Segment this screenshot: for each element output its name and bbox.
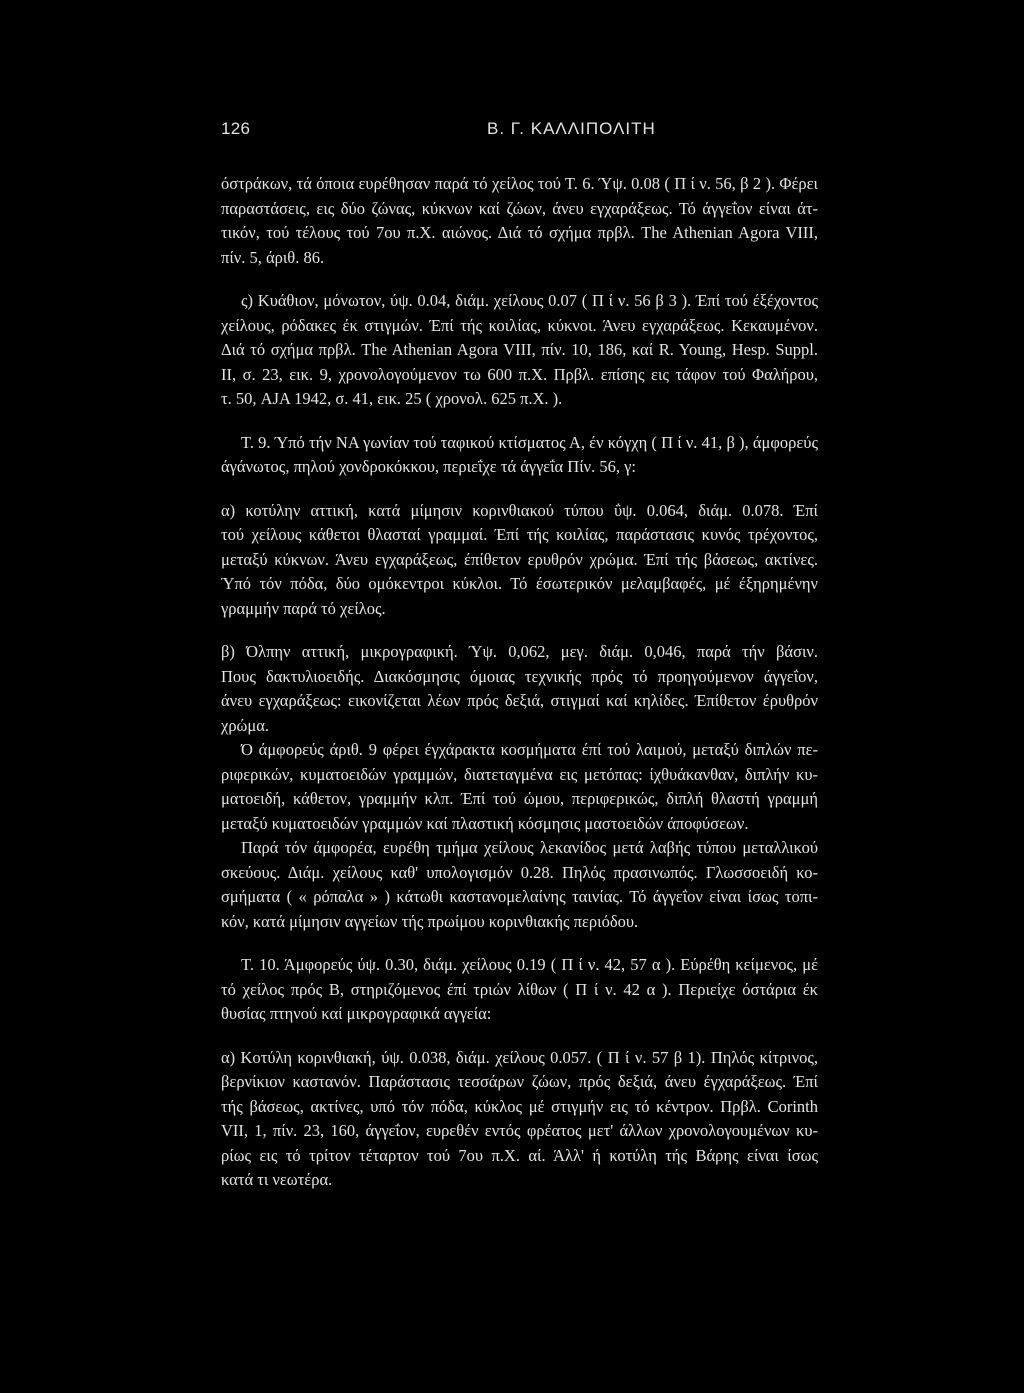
text-line: τικόν, τού τέλους τού 7ου π.Χ. αιώνος. Διά τό σχήμα πρβλ. The Athenian Agora VIII, <box>221 223 818 242</box>
spacer <box>221 480 818 499</box>
text-line: τ. 50, AJA 1942, σ. 41, εικ. 25 ( χρονολ. 625 π.Χ. ). <box>221 389 563 408</box>
text-line: VII, 1, πίν. 23, 160, άγγεΐον, ευρεθέν εντός φρέατος μετ' άλλων χρονολογουμένων κυ- <box>221 1121 818 1140</box>
text-line: πίν. 5, άριθ. 86. <box>221 247 325 267</box>
text-line: βερνίκιον καστανόν. Παράστασις τεσσάρων ζώων, πρός δεξιά, άνευ έγχαράξεως. Έπί <box>221 1072 818 1091</box>
text-line: χρώμα. <box>221 715 270 735</box>
text-line: Παρά τόν άμφορέα, ευρέθη τμήμα χείλους λεκανίδος μετά λαβής τύπου μεταλλικού <box>241 838 818 857</box>
spacer <box>221 934 818 953</box>
text-line: μεταξύ κυματοειδών γραμμών καί πλαστική κόσμησις μαστοειδών άποφύσεων. <box>221 813 749 833</box>
text-line: κατά τι νεωτέρα. <box>221 1170 333 1189</box>
text-line: άγάνωτος, πηλού χονδροκόκκου, περιεΐχε τά άγγεΐα Πίν. 56, γ: <box>221 457 636 476</box>
text-line: Τ. 9. Ύπό τήν ΝΑ γωνίαν τού ταφικού κτίσματος Α, έν κόγχη ( Π ί ν. 41, β ), άμφορεύς <box>241 432 818 452</box>
spacer <box>221 621 818 640</box>
text-line: Διά τό σχήμα πρβλ. The Athenian Agora VIII, πίν. 10, 186, καί R. Young, Hesp. Suppl. <box>221 340 818 359</box>
text-line: μεταξύ κύκνων. Άνευ εγχαράξεως, έπίθετον ερυθρόν χρώμα. Έπί τής βάσεως, ακτίνες. <box>221 549 818 569</box>
text-line: τό χείλος πρός Β, στηριζόμενος έπί τριών λίθων ( Π ί ν. 42 α ). Περιείχε όστάρια έκ <box>221 979 818 999</box>
text-line: όστράκων, τά όποια ευρέθησαν παρά τό χείλος τού Τ. 6. Ύψ. 0.08 ( Π ί ν. 56, β 2 ). Φέρει <box>221 174 818 193</box>
text-line: α) Κοτύλη κορινθιακή, ύψ. 0.038, διάμ. χείλους 0.057. ( Π ί ν. 57 β 1). Πηλός κίτρινος, <box>221 1047 818 1067</box>
text-line: κόν, κατά μίμησιν αγγείων τής πρωίμου κορινθιακής περιόδου. <box>221 911 639 931</box>
text-line: Τ. 10. Άμφορεύς ύψ. 0.30, διάμ. χείλους 0.19 ( Π ί ν. 42, 57 α ). Εύρέθη κείμενος, μέ <box>241 955 818 974</box>
text-line: α) κοτύλην αττική, κατά μίμησιν κορινθιακού τύπου ΰψ. 0.064, διάμ. 0.078. Έπί <box>221 500 818 520</box>
text-line: ρίως εις τό τρίτον τέταρτον τού 7ου π.Χ. αί. Άλλ' ή κοτύλη τής Βάρης είναι ίσως <box>221 1145 818 1165</box>
body-text <box>221 172 818 1193</box>
text-line: ματοειδή, κάθετον, γραμμήν κλπ. Έπί τού ώμου, περιφερικώς, διπλή θλαστή γραμμή <box>221 789 818 808</box>
text-line: σμήματα ( « ρόπαλα » ) κάτωθι καστανομελαίνης ταινίας. Τό άγγεΐον είναι ίσως τοπι- <box>221 887 818 906</box>
text-line: ριφερικών, κυματοειδών γραμμών, διατεταγμένα εις μετόπας: ίχθυάκανθαν, διπλήν κυ- <box>221 764 818 784</box>
text-line: τής βάσεως, ακτίνες, υπό τόν πόδα, κύκλος μέ στιγμήν εις τό κέντρον. Πρβλ. Corinth <box>221 1096 818 1116</box>
text-line: σκεύους. Διάμ. χείλους καθ' υπολογισμόν 0.28. Πηλός πρασινωπός. Γλωσσοειδή κο- <box>221 862 818 882</box>
text-line: Ό άμφορεύς άριθ. 9 φέρει έγχάρακτα κοσμήματα έπί τού λαιμού, μεταξύ διπλών πε- <box>241 740 818 759</box>
text-line: β) Όλπην αττική, μικρογραφική. Ύψ. 0,062, μεγ. διάμ. 0,046, παρά τήν βάσιν. <box>221 642 818 661</box>
text-line: γραμμήν παρά τό χείλος. <box>221 598 386 618</box>
spacer <box>221 1027 818 1046</box>
text-line: παραστάσεις, εις δύο ζώνας, κύκνων καί ζώων, άνευ εγχαράξεως. Τό άγγεΐον είναι άτ- <box>221 198 818 218</box>
text-line: Πους δακτυλιοειδής. Διακόσμησις όμοιας τεχνικής πρός τό προηγούμενον άγγεΐον, <box>221 666 818 686</box>
text-line: τού χείλους κάθετοι θλασταί γραμμαί. Έπί τής κοιλίας, παράστασις κυνός τρέχοντος, <box>221 525 818 544</box>
text-line: θυσίας πτηνού καί μικρογραφικά αγγεία: <box>221 1004 492 1023</box>
page-number: 126 <box>221 119 251 138</box>
running-title: Β. Γ. ΚΑΛΛΙΠΟΛΙΤΗ <box>487 119 656 138</box>
page-header <box>221 119 818 143</box>
text-line: χείλους, ρόδακες έκ στιγμών. Έπί τής κοιλίας, κύκνοι. Άνευ εγχαράξεως. Κεκαυμένον. <box>221 315 818 335</box>
text-line: άνευ εγχαράξεως: εικονίζεται λέων πρός δεξιά, στιγμαί καί κηλίδες. Έπίθετον έρυθρόν <box>221 691 818 710</box>
spacer <box>221 412 818 431</box>
text-line: ς) Κυάθιον, μόνωτον, ύψ. 0.04, διάμ. χείλους 0.07 ( Π ί ν. 56 β 3 ). Έπί τού έξέχοντος <box>241 291 818 310</box>
spacer <box>221 270 818 289</box>
text-line: Ύπό τόν πόδα, δύο ομόκεντροι κύκλοι. Τό έσωτερικόν μελαμβαφές, μέ έξηρημένην <box>221 574 818 593</box>
text-line: II, σ. 23, εικ. 9, χρονολογούμενον τω 600 π.Χ. Πρβλ. επίσης εις τάφον τού Φαλήρου, <box>221 364 818 384</box>
